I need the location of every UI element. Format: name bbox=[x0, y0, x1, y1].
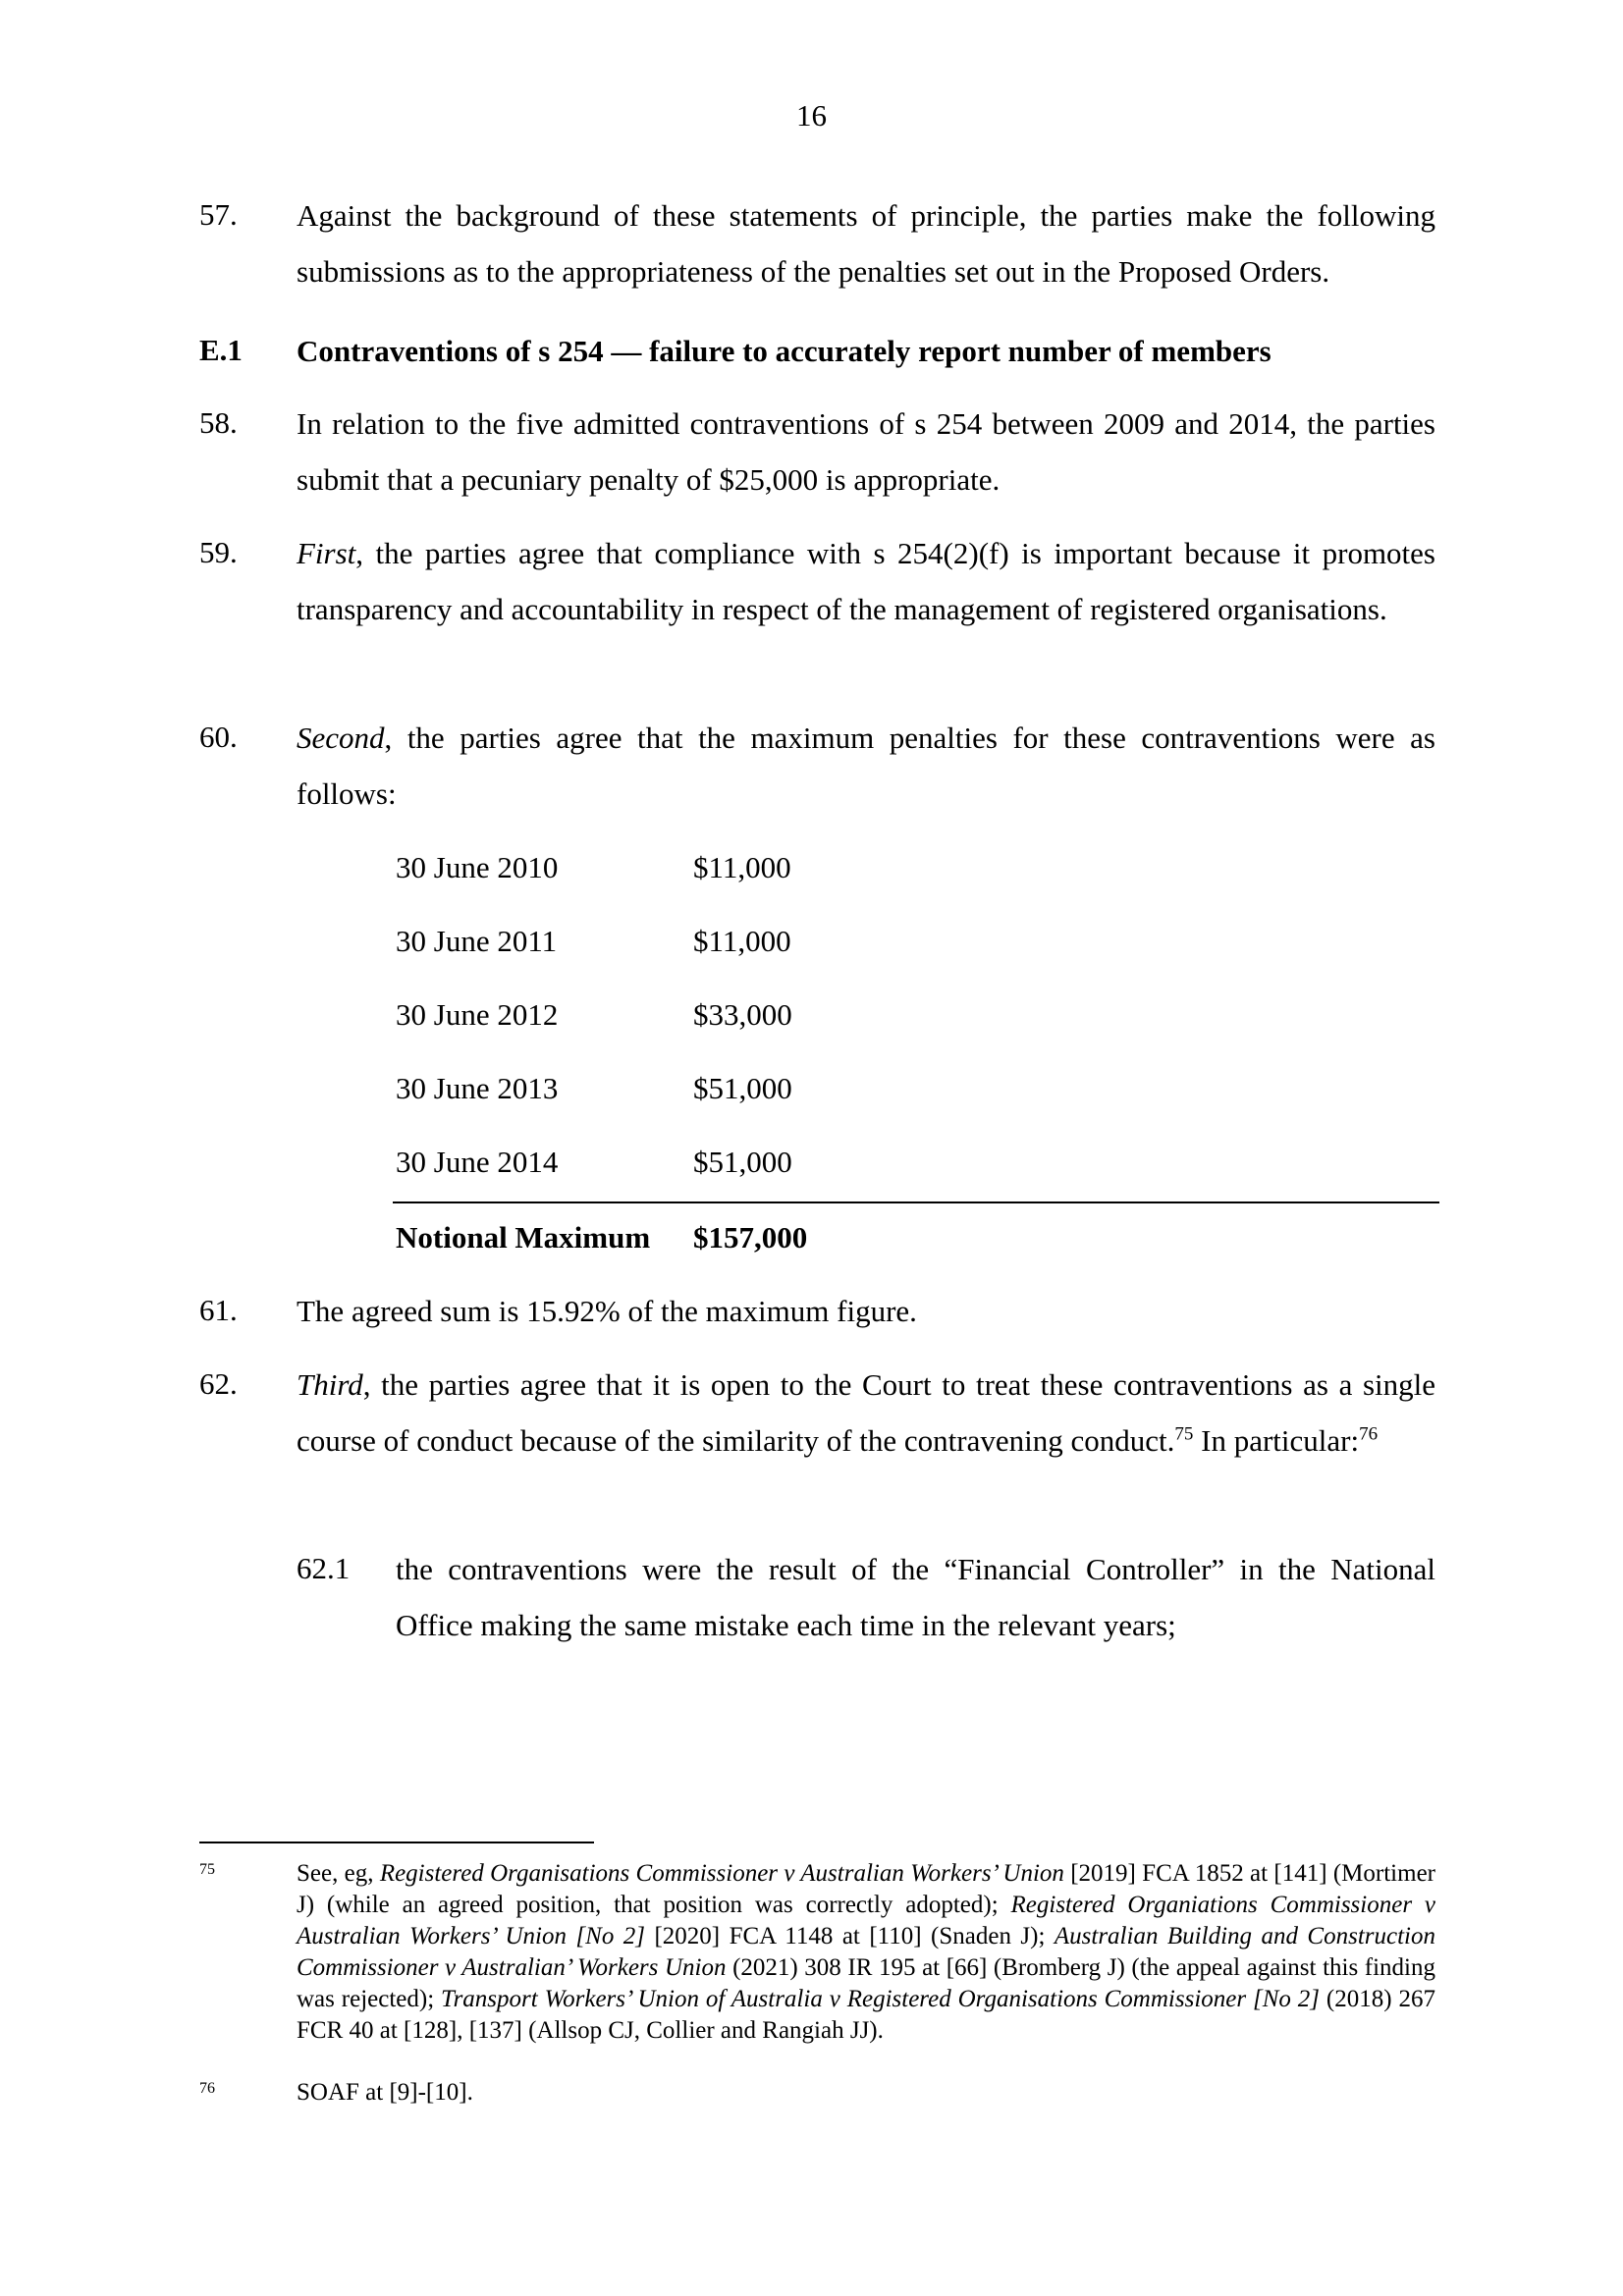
paragraph-number: 60. bbox=[199, 720, 238, 754]
case-citation: Australian Building and Construction Commissioner v Australian’ Workers Union bbox=[297, 1923, 1435, 1981]
table-row-date: 30 June 2014 bbox=[396, 1145, 559, 1179]
paragraph-61-text: The agreed sum is 15.92% of the maximum figure. bbox=[297, 1294, 917, 1328]
subparagraph-62-1-text: the contraventions were the result of the “Financial Controller” in the National Office making the same mistake each time in the relevant years; bbox=[396, 1552, 1435, 1642]
case-citation: Registered Organisations Commissioner v Australian Workers’ Union bbox=[379, 1860, 1064, 1887]
footnote-number: 75 bbox=[199, 1861, 215, 1878]
section-number: E.1 bbox=[199, 333, 243, 367]
paragraph-number: 57. bbox=[199, 197, 238, 232]
page-number: 16 bbox=[796, 98, 827, 133]
paragraph-58-text: In relation to the five admitted contraventions of s 254 between 2009 and 2014, the parties submit that a pecuniary penalty of $25,000 is appropriate. bbox=[297, 406, 1435, 497]
table-row-date: 30 June 2011 bbox=[396, 924, 558, 958]
section-heading: Contraventions of s 254 — failure to accurately report number of members bbox=[297, 334, 1271, 368]
paragraph-60-text: Second, the parties agree that the maximum penalties for these contraventions were as follows: bbox=[297, 721, 1435, 811]
paragraph-number: 59. bbox=[199, 535, 238, 569]
footnote-separator bbox=[199, 1842, 594, 1843]
table-total-amount: $157,000 bbox=[693, 1220, 808, 1255]
table-row-date: 30 June 2013 bbox=[396, 1071, 559, 1105]
paragraph-57-text: Against the background of these statements of principle, the parties make the following submissions as to the appropriateness of the penalties set out in the Proposed Orders. bbox=[297, 198, 1435, 289]
table-row-amount: $33,000 bbox=[693, 997, 792, 1032]
paragraph-59-text: First, the parties agree that compliance with s 254(2)(f) is important because it promotes transparency and accountability in respect of the management of registered organisations. bbox=[297, 536, 1435, 626]
table-row-date: 30 June 2012 bbox=[396, 997, 559, 1032]
table-row-date: 30 June 2010 bbox=[396, 850, 559, 884]
emphasis-third: Third bbox=[297, 1367, 363, 1402]
footnote-76-text: SOAF at [9]-[10]. bbox=[297, 2079, 473, 2106]
footnote-ref-75[interactable]: 75 bbox=[1174, 1423, 1194, 1445]
table-row-amount: $51,000 bbox=[693, 1145, 792, 1179]
paragraph-number: 58. bbox=[199, 405, 238, 440]
subparagraph-number: 62.1 bbox=[297, 1551, 351, 1585]
paragraph-number: 62. bbox=[199, 1366, 238, 1401]
emphasis-second: Second bbox=[297, 721, 385, 755]
footnote-ref-76[interactable]: 76 bbox=[1359, 1423, 1379, 1445]
paragraph-62-text: Third, the parties agree that it is open to the Court to treat these contraventions as a single course of conduct because of the similarity of the contravening conduct.$^{75}$ In particular:$^{76}$ bbox=[297, 1367, 1435, 1458]
emphasis-first: First bbox=[297, 536, 356, 570]
paragraph-number: 61. bbox=[199, 1293, 238, 1327]
case-citation: Registered Organiations Commissioner v Australian Workers’ Union [No 2] bbox=[297, 1892, 1435, 1949]
case-citation: Transport Workers’ Union of Australia v Registered Organisations Commissioner [No 2] bbox=[441, 1986, 1321, 2012]
table-row-amount: $11,000 bbox=[693, 924, 791, 958]
table-total-label: Notional Maximum bbox=[396, 1220, 651, 1255]
footnote-number: 76 bbox=[199, 2080, 215, 2097]
footnote-75-text: See, eg, Registered Organisations Commissioner v Australian Workers’ Union [2019] FCA 1852 at [141] (Mortimer J) (while an agreed position, that position was correctly adopted); Registered Organiations Commissioner v Australian Workers’ Union [No 2] [2020] FCA 1148 at [110] (Snaden J); Australian Building and Construction Commissioner v Australian’ Workers Union (2021) 308 IR 195 at [66] (Bromberg J) (the appeal against this finding was rejected); Transport Workers’ Union of Australia v Registered Organisations Commissioner [No 2] (2018) 267 FCR 40 at [128], [137] (Allsop CJ, Collier and Rangiah JJ). bbox=[297, 1860, 1435, 2044]
table-total-rule bbox=[393, 1201, 1439, 1203]
table-row-amount: $11,000 bbox=[693, 850, 791, 884]
table-row-amount: $51,000 bbox=[693, 1071, 792, 1105]
